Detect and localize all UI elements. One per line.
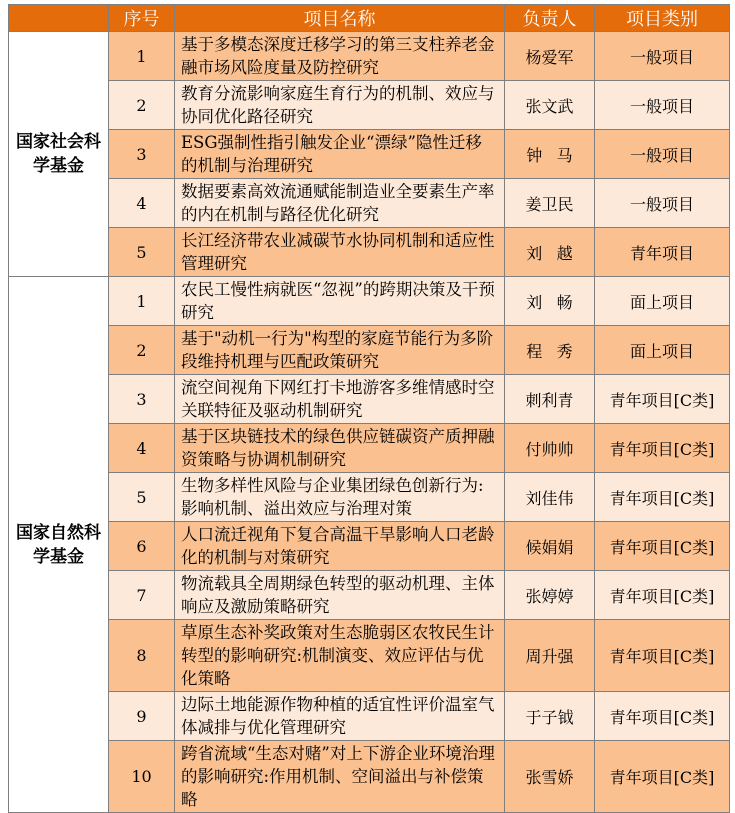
row-seq-cell	[109, 277, 175, 326]
sequence-number: 3	[136, 144, 147, 164]
project-name: 人口流迁视角下复合高温干旱影响人口老龄化的机制与对策研究	[181, 525, 495, 567]
sequence-number: 2	[136, 95, 147, 115]
row-seq-cell	[109, 130, 175, 179]
row-seq-cell	[109, 473, 175, 522]
project-name: 长江经济带农业减碳节水协同机制和适应性管理研究	[181, 231, 495, 273]
project-name: 流空间视角下网红打卡地游客多维情感时空关联特征及驱动机制研究	[181, 378, 495, 420]
table-body	[9, 32, 730, 813]
sequence-number: 4	[136, 193, 147, 213]
leader-name: 于子钺	[525, 707, 574, 727]
row-seq-cell	[109, 424, 175, 473]
project-category: 青年项目[C类]	[609, 768, 715, 787]
row-leader-cell	[505, 130, 595, 179]
project-name: 数据要素高效流通赋能制造业全要素生产率的内在机制与路径优化研究	[181, 182, 495, 224]
table-row	[9, 620, 730, 692]
row-leader-cell	[505, 228, 595, 277]
table-row	[9, 741, 730, 813]
row-category-cell	[595, 473, 730, 522]
row-seq-cell	[109, 179, 175, 228]
leader-name: 张雪娇	[525, 768, 574, 787]
project-table-container	[8, 4, 730, 813]
header-seq: 序号	[109, 5, 175, 32]
row-leader-cell	[505, 620, 595, 692]
row-category-cell	[595, 375, 730, 424]
row-project-name-cell	[175, 620, 505, 692]
row-category-cell	[595, 81, 730, 130]
table-row	[9, 228, 730, 277]
project-category: 面上项目	[629, 341, 694, 361]
leader-name: 姜卫民	[525, 194, 574, 214]
sequence-number: 6	[136, 536, 147, 556]
row-category-cell	[595, 130, 730, 179]
row-category-cell	[595, 620, 730, 692]
project-category: 面上项目	[629, 292, 694, 312]
row-project-name-cell	[175, 179, 505, 228]
project-table	[8, 4, 730, 813]
project-name: 基于区块链技术的绿色供应链碳资产质押融资策略与协调机制研究	[181, 427, 495, 469]
sequence-number: 7	[136, 585, 147, 605]
fund-group-title: 国家社会科学基金	[15, 132, 101, 176]
table-row	[9, 692, 730, 741]
project-category: 一般项目	[629, 96, 694, 116]
row-category-cell	[595, 179, 730, 228]
project-name: 教育分流影响家庭生育行为的机制、效应与协同优化路径研究	[181, 84, 495, 126]
project-category: 青年项目[C类]	[609, 537, 715, 557]
row-seq-cell	[109, 620, 175, 692]
row-leader-cell	[505, 277, 595, 326]
project-name: 边际土地能源作物种植的适宜性评价温室气体减排与优化管理研究	[181, 695, 495, 737]
table-row	[9, 81, 730, 130]
leader-name: 付帅帅	[525, 439, 574, 459]
row-project-name-cell	[175, 326, 505, 375]
table-row	[9, 130, 730, 179]
project-name: 草原生态补奖政策对生态脆弱区农牧民生计转型的影响研究:机制演变、效应评估与优化策略	[181, 623, 495, 688]
sequence-number: 9	[136, 706, 147, 726]
table-row	[9, 277, 730, 326]
project-name: 生物多样性风险与企业集团绿色创新行为:影响机制、溢出效应与治理对策	[181, 476, 484, 518]
table-row	[9, 179, 730, 228]
sequence-number: 5	[136, 242, 147, 262]
row-project-name-cell	[175, 375, 505, 424]
row-category-cell	[595, 522, 730, 571]
row-seq-cell	[109, 571, 175, 620]
row-seq-cell	[109, 32, 175, 81]
project-name: 跨省流域“生态对赌”对上下游企业环境治理的影响研究:作用机制、空间溢出与补偿策略	[181, 744, 495, 809]
project-category: 青年项目[C类]	[609, 390, 715, 410]
row-leader-cell	[505, 571, 595, 620]
row-category-cell	[595, 32, 730, 81]
row-project-name-cell	[175, 81, 505, 130]
project-category: 一般项目	[629, 47, 694, 67]
row-leader-cell	[505, 741, 595, 813]
row-seq-cell	[109, 228, 175, 277]
leader-name: 候娟娟	[525, 537, 574, 557]
row-project-name-cell	[175, 32, 505, 81]
fund-group-title: 国家自然科学基金	[15, 522, 101, 567]
project-category: 一般项目	[629, 194, 694, 214]
table-row	[9, 326, 730, 375]
leader-name: 刘佳伟	[525, 488, 574, 508]
row-category-cell	[595, 571, 730, 620]
row-seq-cell	[109, 741, 175, 813]
sequence-number: 10	[131, 767, 152, 786]
row-leader-cell	[505, 692, 595, 741]
row-leader-cell	[505, 179, 595, 228]
leader-name: 刘越	[526, 243, 588, 263]
row-project-name-cell	[175, 228, 505, 277]
project-category: 青年项目[C类]	[609, 586, 715, 606]
project-category: 青年项目[C类]	[609, 439, 715, 459]
project-name: 基于"动机一行为"构型的家庭节能行为多阶段维持机理与匹配政策研究	[181, 329, 494, 371]
project-name: ESG强制性指引触发企业“漂绿”隐性迁移的机制与治理研究	[181, 133, 482, 175]
row-project-name-cell	[175, 424, 505, 473]
project-name: 农民工慢性病就医“忽视”的跨期决策及干预研究	[181, 280, 495, 322]
leader-name: 张文武	[525, 96, 574, 116]
table-row	[9, 571, 730, 620]
row-leader-cell	[505, 81, 595, 130]
leader-name: 钟马	[526, 145, 588, 165]
table-row	[9, 375, 730, 424]
fund-group-label	[9, 32, 109, 277]
table-row	[9, 424, 730, 473]
row-project-name-cell	[175, 741, 505, 813]
leader-name: 刺利青	[525, 390, 574, 410]
row-category-cell	[595, 424, 730, 473]
project-name: 基于多模态深度迁移学习的第三支柱养老金融市场风险度量及防控研究	[181, 35, 495, 77]
row-project-name-cell	[175, 522, 505, 571]
sequence-number: 3	[136, 389, 147, 409]
row-leader-cell	[505, 473, 595, 522]
row-category-cell	[595, 692, 730, 741]
project-category: 青年项目[C类]	[609, 647, 715, 666]
header-row	[9, 5, 730, 32]
sequence-number: 1	[136, 46, 147, 66]
project-category: 青年项目[C类]	[609, 488, 715, 508]
project-category: 青年项目[C类]	[609, 707, 715, 727]
leader-name: 杨爱军	[525, 47, 574, 67]
table-row	[9, 32, 730, 81]
row-leader-cell	[505, 375, 595, 424]
leader-name: 张婷婷	[525, 586, 574, 606]
row-leader-cell	[505, 32, 595, 81]
project-category: 一般项目	[629, 145, 694, 165]
row-seq-cell	[109, 375, 175, 424]
row-leader-cell	[505, 424, 595, 473]
header-category: 项目类别	[595, 5, 730, 32]
row-seq-cell	[109, 692, 175, 741]
row-project-name-cell	[175, 277, 505, 326]
sequence-number: 4	[136, 438, 147, 458]
fund-group-label	[9, 277, 109, 813]
row-project-name-cell	[175, 571, 505, 620]
row-project-name-cell	[175, 692, 505, 741]
row-category-cell	[595, 326, 730, 375]
sequence-number: 2	[136, 340, 147, 360]
row-project-name-cell	[175, 473, 505, 522]
header-blank	[9, 5, 109, 32]
sequence-number: 8	[136, 646, 147, 665]
table-row	[9, 522, 730, 571]
project-name: 物流载具全周期绿色转型的驱动机理、主体响应及激励策略研究	[181, 574, 495, 616]
sequence-number: 1	[136, 291, 147, 311]
leader-name: 程秀	[526, 341, 588, 361]
leader-name: 刘畅	[526, 292, 588, 312]
row-category-cell	[595, 741, 730, 813]
row-category-cell	[595, 277, 730, 326]
row-category-cell	[595, 228, 730, 277]
header-name: 项目名称	[175, 5, 505, 32]
row-project-name-cell	[175, 130, 505, 179]
row-seq-cell	[109, 326, 175, 375]
project-category: 青年项目	[629, 243, 694, 263]
header-leader: 负责人	[505, 5, 595, 32]
row-leader-cell	[505, 522, 595, 571]
table-row	[9, 473, 730, 522]
sequence-number: 5	[136, 487, 147, 507]
row-leader-cell	[505, 326, 595, 375]
row-seq-cell	[109, 522, 175, 571]
row-seq-cell	[109, 81, 175, 130]
leader-name: 周升强	[525, 647, 574, 666]
